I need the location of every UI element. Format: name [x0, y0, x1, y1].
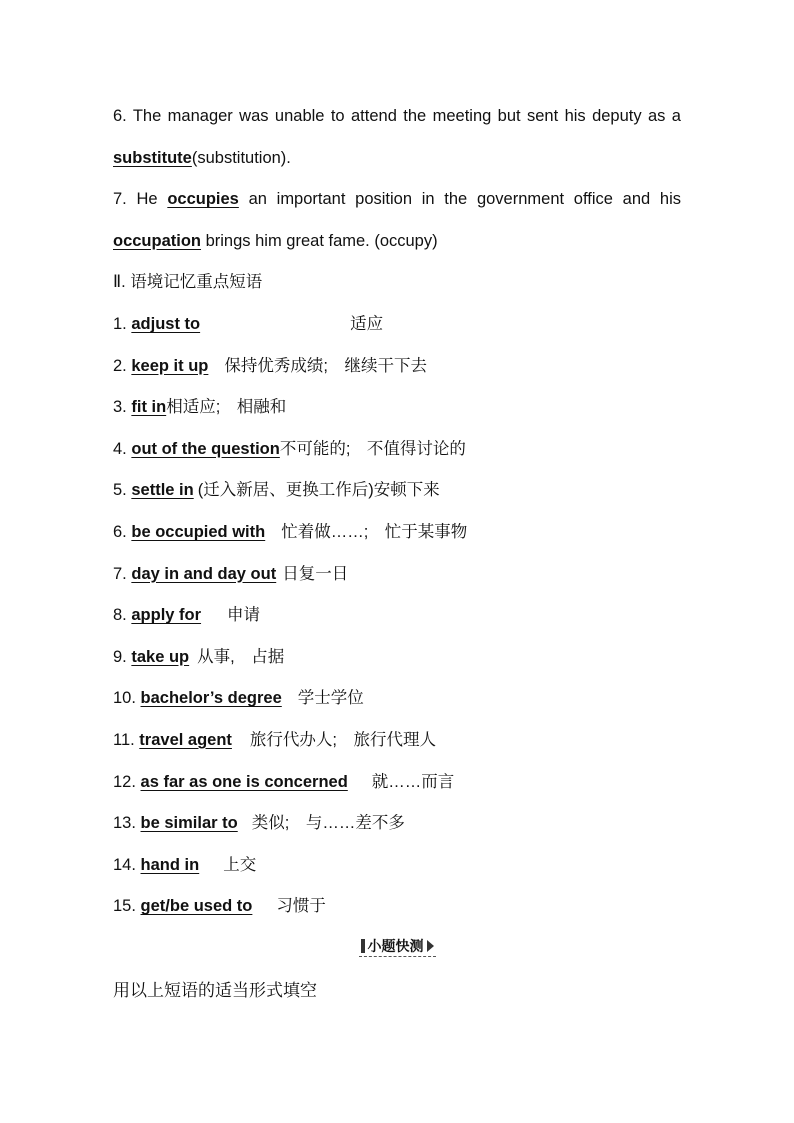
phrase-meaning: 习惯于: [276, 897, 326, 916]
phrase-meaning: 旅行代办人; 旅行代理人: [249, 730, 437, 749]
sentence-6-line-2: [113, 138, 681, 180]
phrase-num: 3.: [113, 398, 132, 417]
phrase-num: 14.: [113, 855, 141, 874]
phrase-meaning: 保持优秀成绩; 继续干下去: [224, 356, 427, 375]
quiz-section-header: [113, 928, 681, 970]
sentence-6-text: 6. The manager was unable to attend the meeting but sent his deputy as a: [113, 107, 681, 125]
phrase-num: 5.: [113, 481, 132, 500]
phrase-meaning: 忙着做……; 忙于某事物: [281, 522, 468, 541]
phrase-item: [113, 512, 681, 554]
phrase-answer: as far as one is concerned: [140, 772, 348, 791]
phrase-meaning: 相适应; 相融和: [166, 398, 287, 417]
phrase-answer: travel agent: [139, 730, 232, 749]
phrase-item: [113, 595, 681, 637]
phrase-item: [113, 886, 681, 928]
sentence-7-answer-1: occupies: [167, 190, 239, 209]
phrase-item: [113, 762, 681, 804]
phrase-item: [113, 845, 681, 887]
document-page: [113, 96, 681, 1011]
sentence-7-rest: brings him great fame. (occupy): [201, 231, 438, 250]
phrase-answer: apply for: [131, 606, 202, 625]
sentence-7-line-1: [113, 179, 681, 221]
sentence-7-num: 7. He: [113, 190, 158, 209]
phrase-num: 6.: [113, 522, 132, 541]
phrase-num: 12.: [113, 772, 141, 791]
phrase-answer: get/be used to: [140, 897, 253, 916]
phrase-list: [113, 304, 681, 928]
quiz-label: 小题快测: [367, 937, 424, 954]
phrase-answer: settle in: [131, 481, 194, 500]
phrase-item: [113, 678, 681, 720]
phrase-item: [113, 470, 681, 512]
sentence-6-answer: substitute: [113, 148, 192, 167]
phrase-meaning: 日复一日: [282, 564, 349, 583]
phrase-answer: bachelor’s degree: [140, 689, 282, 708]
phrase-meaning: 适应: [350, 314, 384, 333]
phrase-meaning: 学士学位: [297, 689, 364, 708]
triangle-right-icon: [427, 940, 434, 952]
phrase-answer: hand in: [140, 855, 200, 874]
phrase-num: 10.: [113, 689, 141, 708]
phrase-item: [113, 637, 681, 679]
phrase-item: [113, 346, 681, 388]
phrase-meaning: 不可能的; 不值得讨论的: [279, 439, 466, 458]
section-title: Ⅱ. 语境记忆重点短语: [113, 273, 263, 292]
phrase-num: 1.: [113, 314, 132, 333]
phrase-meaning: (迁入新居、更换工作后)安顿下来: [197, 481, 440, 500]
phrase-meaning: 就……而言: [371, 772, 455, 791]
sentence-7-mid: an important position in the government office and his: [248, 190, 682, 209]
phrase-num: 9.: [113, 647, 132, 666]
phrase-num: 13.: [113, 814, 141, 833]
phrase-num: 15.: [113, 897, 141, 916]
phrase-answer: be similar to: [140, 814, 238, 833]
phrase-num: 4.: [113, 439, 132, 458]
phrase-item: [113, 429, 681, 471]
phrase-answer: out of the question: [131, 439, 280, 458]
sentence-7-answer-2: occupation: [113, 231, 202, 250]
phrase-meaning: 上交: [223, 855, 257, 874]
phrase-item: [113, 387, 681, 429]
sentence-7-line-2: [113, 221, 681, 263]
phrase-meaning: 类似; 与……差不多: [251, 814, 405, 833]
phrase-answer: keep it up: [131, 356, 209, 375]
phrase-num: 11.: [113, 730, 140, 749]
phrase-num: 7.: [113, 564, 132, 583]
phrase-item: [113, 554, 681, 596]
phrase-item: [113, 304, 681, 346]
phrase-meaning: 申请: [227, 606, 261, 625]
phrase-num: 2.: [113, 356, 132, 375]
phrase-answer: fit in: [131, 398, 167, 417]
phrase-answer: take up: [131, 647, 190, 666]
phrase-item: [113, 803, 681, 845]
sentence-6-line-1: [113, 96, 681, 138]
phrase-num: 8.: [113, 606, 132, 625]
quiz-badge: [359, 937, 436, 957]
phrase-answer: day in and day out: [131, 564, 277, 583]
phrase-meaning: 从事, 占据: [197, 647, 285, 666]
phrase-answer: adjust to: [131, 314, 201, 333]
phrase-answer: be occupied with: [131, 522, 266, 541]
phrase-item: [113, 720, 681, 762]
instruction: 用以上短语的适当形式填空: [113, 980, 317, 1000]
sentence-6-rest: (substitution).: [191, 148, 291, 167]
bar-icon: [361, 939, 365, 953]
